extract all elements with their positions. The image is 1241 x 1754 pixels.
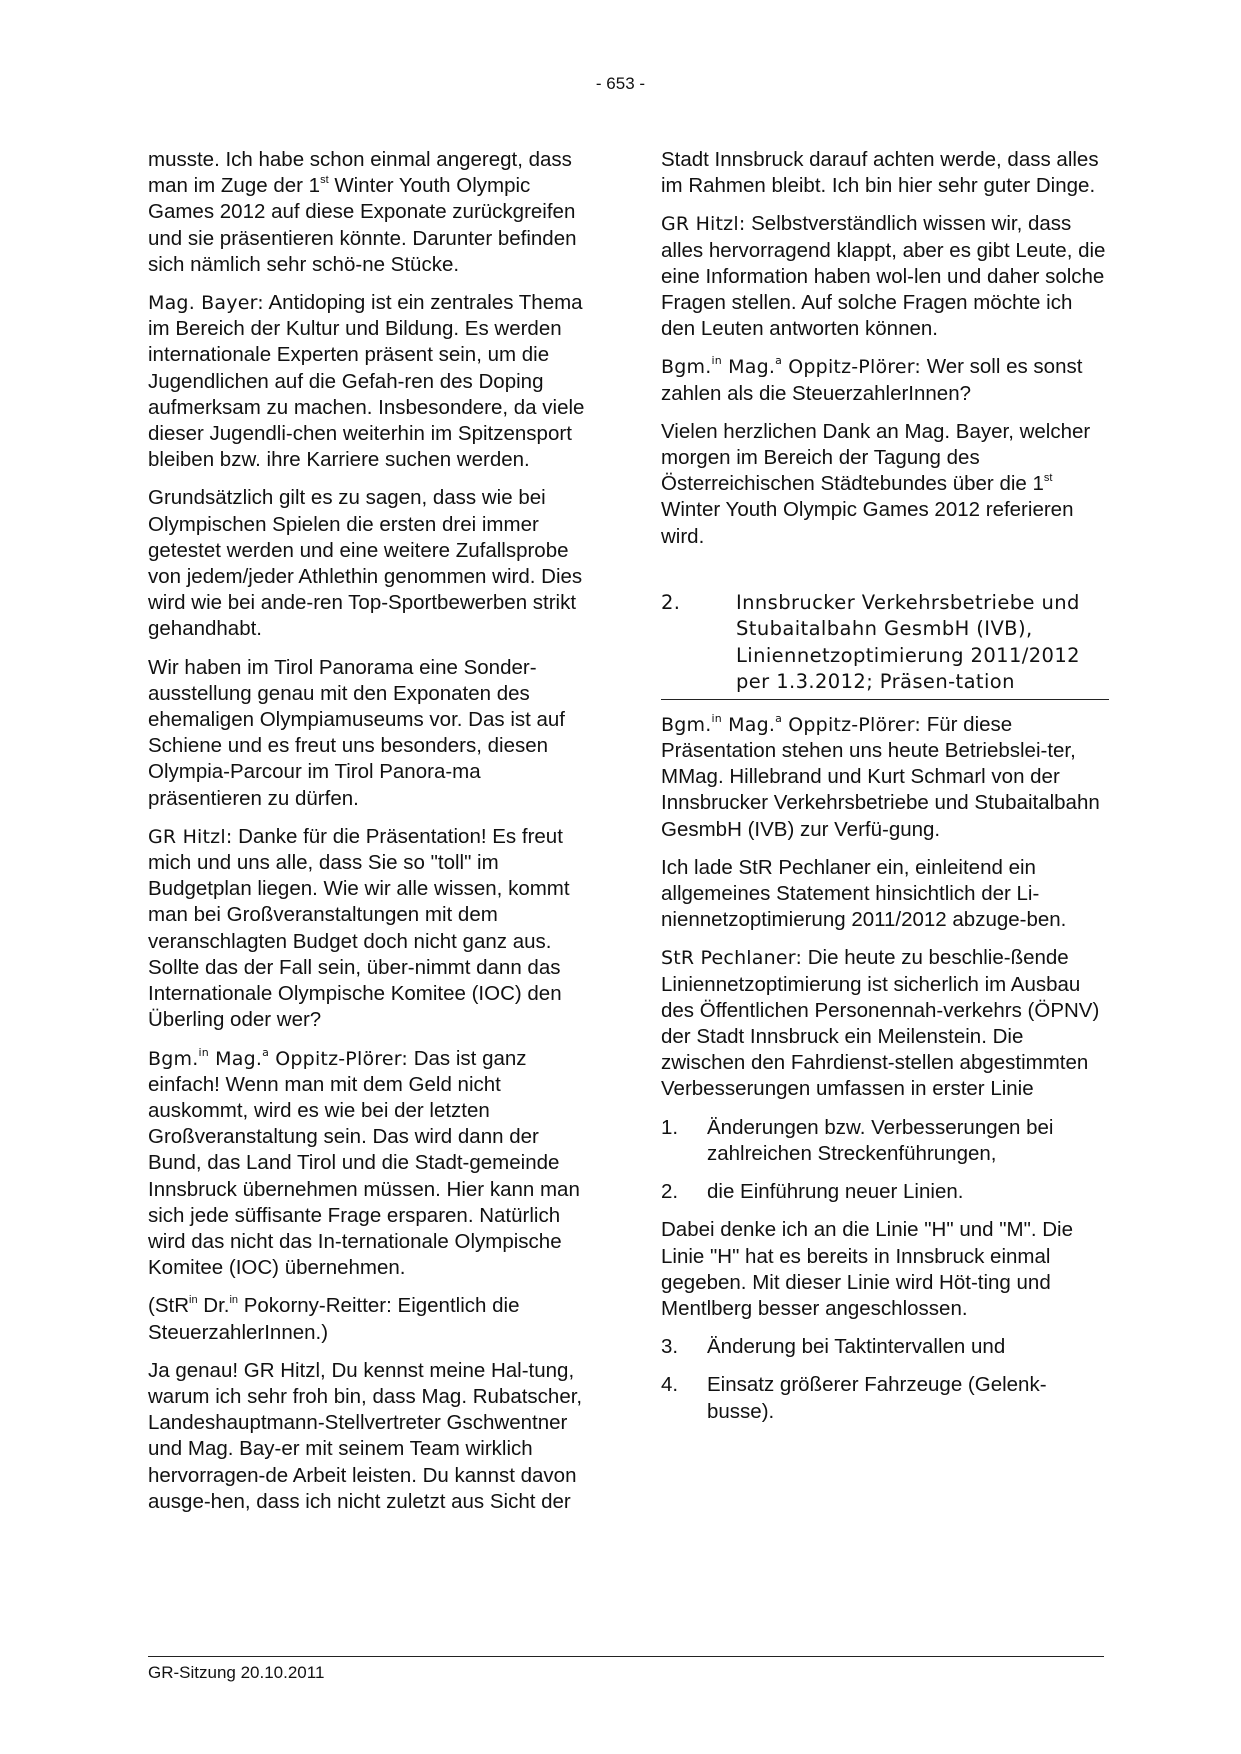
paragraph: Grundsätzlich gilt es zu sagen, dass wie bei Olympischen Spielen die ersten drei immer getestet werden und eine weitere Zufallsprobe von jedem/jeder Athlethin genommen wird. Dies wird wie bei ande-ren Top-Sportbewerben strikt gehandhabt.	[148, 486, 583, 641]
paragraph: Stadt Innsbruck darauf achten werde, dass alles im Rahmen bleibt. Ich bin hier sehr guter Dinge.	[661, 148, 1099, 198]
paragraph: Dabei denke ich an die Linie "H" und "M". Die Linie "H" hat es bereits in Innsbruck einmal gegeben. Mit dieser Linie wird Höt-ting und Mentlberg besser angeschlossen.	[661, 1218, 1074, 1320]
paragraph: StR Pechlaner: Die heute zu beschlie-ßende Liniennetzoptimierung ist sicherlich im Ausbau des Öffentlichen Personennah-verkehrs (ÖPNV) der Stadt Innsbruck ein Meilenstein. Die zwischen den Fahrdienst-stellen abgestimmten Verbesserungen umfassen in erster Linie	[661, 946, 1100, 1101]
footer-divider	[148, 1656, 1104, 1657]
paragraph: (StR$^{in}$ Dr.$^{in}$ Pokorny-Reitter: Eigentlich die SteuerzahlerInnen.)	[148, 1294, 520, 1344]
speaker-name: GR Hitzl:	[148, 825, 233, 848]
paragraph: Bgm.$^{in}$ Mag.$^a$ Oppitz-Plörer: Für diese Präsentation stehen uns heute Betriebslei-ter, MMag. Hillebrand und Kurt Schmarl von der Innsbrucker Verkehrsbetriebe und Stubaitalbahn GesmbH (IVB) zur Verfü-gung.	[661, 711, 1100, 841]
right-column	[661, 147, 1109, 1437]
paragraph: musste. Ich habe schon einmal angeregt, dass man im Zuge der 1st Winter Youth Olympic Games 2012 auf diese Exponate zurückgreifen und sie präsentieren könnte. Darunter befinden sich nämlich sehr schö-ne Stücke.	[148, 148, 577, 276]
paragraph: Wir haben im Tirol Panorama eine Sonder-ausstellung genau mit den Exponaten des ehemaligen Olympiamuseums vor. Das ist auf Schiene und es freut uns besonders, diesen Olympia-Parcour im Tirol Panora-ma präsentieren zu dürfen.	[148, 655, 566, 810]
agenda-number: 2.	[661, 590, 681, 614]
paragraph: Ja genau! GR Hitzl, Du kennst meine Hal-tung, warum ich sehr froh bin, dass Mag. Rubatscher, Landeshauptmann-Stellvertreter Gschwentner und Mag. Bay-er mit seinem Team wirklich hervorragen-de Arbeit leisten. Du kannst davon ausge-hen, dass ich nicht zuletzt aus Sicht der	[148, 1358, 583, 1513]
paragraph: GR Hitzl: Danke für die Präsentation! Es freut mich und uns alle, dass Sie so "toll" im Budgetplan liegen. Wie wir alle wissen, kommt man bei Großveranstaltungen mit dem veranschlagten Budget doch nicht ganz aus. Sollte das der Fall sein, über-nimmt dann das Internationale Olympische Komitee (IOC) den Überling oder wer?	[148, 824, 570, 1032]
list-item: 3. Änderung bei Taktintervallen und	[661, 1335, 1006, 1359]
speaker-name: Bgm.$^{in}$ Mag.$^a$ Oppitz-Plörer:	[661, 354, 922, 379]
list-item: 1. Änderungen bzw. Verbesserungen bei zahlreichen Streckenführungen,	[661, 1115, 1054, 1165]
agenda-item	[661, 590, 1109, 700]
paragraph: Ich lade StR Pechlaner ein, einleitend ein allgemeines Statement hinsichtlich der Li-niennetzoptimierung 2011/2012 abzuge-ben.	[661, 855, 1067, 932]
agenda-title: Innsbrucker Verkehrsbetriebe und Stubaitalbahn GesmbH (IVB), Liniennetzoptimierung 2011/2012 per 1.3.2012; Präsen-tation	[736, 590, 1080, 694]
speaker-name: Mag. Bayer:	[148, 292, 264, 315]
speaker-name: Bgm.$^{in}$ Mag.$^a$ Oppitz-Plörer:	[661, 711, 922, 736]
list-item: 4. Einsatz größerer Fahrzeuge (Gelenk-busse).	[661, 1373, 1047, 1423]
list-item: 2. die Einführung neuer Linien.	[661, 1180, 964, 1204]
speaker-name: GR Hitzl:	[661, 213, 746, 236]
paragraph: Bgm.$^{in}$ Mag.$^a$ Oppitz-Plörer: Das ist ganz einfach! Wenn man mit dem Geld nicht auskommt, wird es wie bei der letzten Großveranstaltung sein. Das wird dann der Bund, das Land Tirol und die Stadt-gemeinde Innsbruck übernehmen müssen. Hier kann man sich jede süffisante Frage ersparen. Natürlich wird das nicht das In-ternationale Olympische Komitee (IOC) übernehmen.	[148, 1045, 580, 1280]
speaker-name: Bgm.$^{in}$ Mag.$^a$ Oppitz-Plörer:	[148, 1045, 409, 1070]
left-column	[148, 147, 588, 1527]
paragraph: Mag. Bayer: Antidoping ist ein zentrales Thema im Bereich der Kultur und Bildung. Es werden internationale Experten präsent sein, um die Jugendlichen auf die Gefah-ren des Doping aufmerksam zu machen. Insbesondere, da viele dieser Jugendli-chen weiterhin im Spitzensport bleiben bzw. ihre Karriere suchen werden.	[148, 291, 585, 472]
paragraph: GR Hitzl: Selbstverständlich wissen wir, dass alles hervorragend klappt, aber es gibt Leute, die eine Information haben wol-len und daher solche Fragen stellen. Auf solche Fragen möchte ich den Leuten antworten können.	[661, 212, 1106, 341]
paragraph: Bgm.$^{in}$ Mag.$^a$ Oppitz-Plörer: Wer soll es sonst zahlen als die SteuerzahlerInnen?	[661, 354, 1083, 405]
footer-text: GR-Sitzung 20.10.2011	[148, 1663, 325, 1682]
paragraph: Vielen herzlichen Dank an Mag. Bayer, welcher morgen im Bereich der Tagung des Österreichischen Städtebundes über die 1st Winter Youth Olympic Games 2012 referieren wird.	[661, 419, 1091, 548]
page-number: - 653 -	[595, 74, 646, 93]
speaker-name: StR Pechlaner:	[661, 947, 803, 970]
